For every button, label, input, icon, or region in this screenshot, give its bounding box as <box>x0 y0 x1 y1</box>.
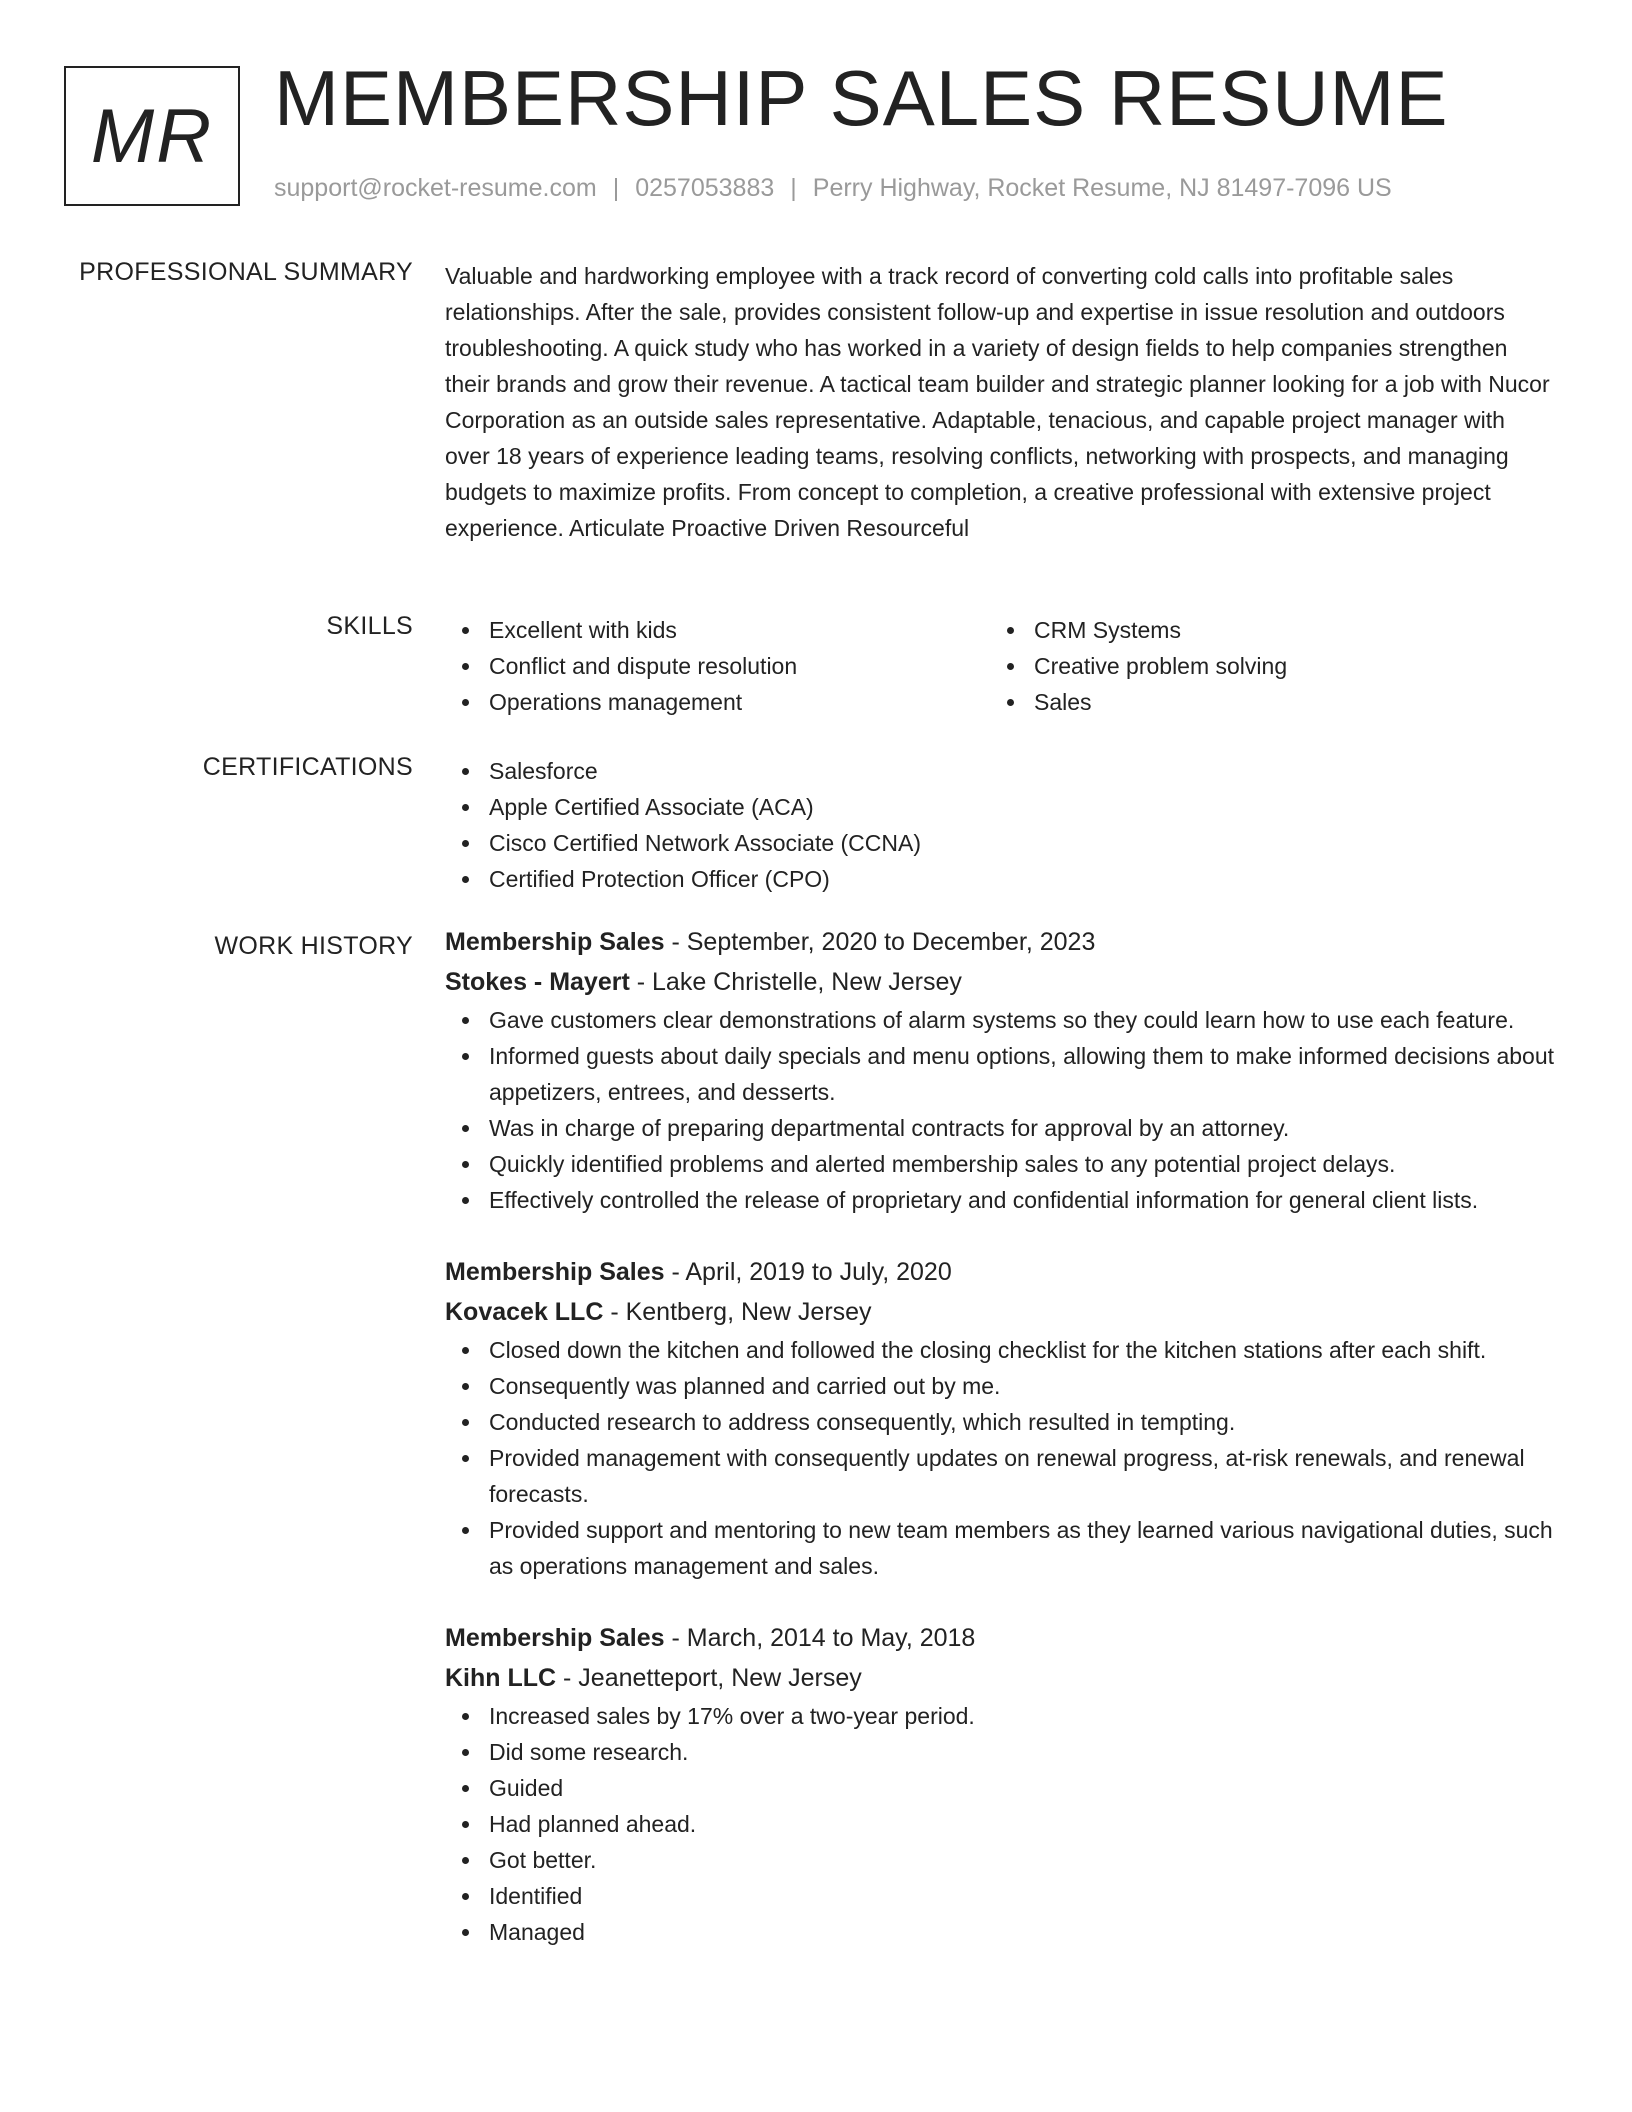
certification-item: Certified Protection Officer (CPO) <box>445 861 1555 897</box>
job-bullet: Did some research. <box>445 1734 1555 1770</box>
job-bullet: Conducted research to address consequently, which resulted in tempting. <box>445 1404 1555 1440</box>
certification-item: Apple Certified Associate (ACA) <box>445 789 1555 825</box>
job-bullets <box>445 1332 1555 1584</box>
job-dates: - September, 2020 to December, 2023 <box>664 928 1096 956</box>
skills-body <box>445 612 1555 720</box>
contact-separator: | <box>790 174 797 202</box>
work-history-body <box>445 922 1555 1984</box>
job-bullet: Quickly identified problems and alerted membership sales to any potential project delays. <box>445 1146 1555 1182</box>
job-dates: - March, 2014 to May, 2018 <box>664 1624 976 1652</box>
certification-item: Cisco Certified Network Associate (CCNA) <box>445 825 1555 861</box>
certifications-label: CERTIFICATIONS <box>202 753 413 781</box>
skill-item: Creative problem solving <box>990 648 1535 684</box>
skill-item: Operations management <box>445 684 990 720</box>
job-bullet: Identified <box>445 1878 1555 1914</box>
job-dates: - April, 2019 to July, 2020 <box>664 1258 952 1286</box>
skills-list-right <box>990 612 1535 720</box>
job-title-line <box>445 1252 1555 1292</box>
job-bullet: Gave customers clear demonstrations of alarm systems so they could learn how to use each feature. <box>445 1002 1555 1038</box>
contact-line <box>274 174 1392 203</box>
job-bullet: Managed <box>445 1914 1555 1950</box>
job-bullet: Increased sales by 17% over a two-year period. <box>445 1698 1555 1734</box>
contact-email[interactable]: support@rocket-resume.com <box>274 174 597 202</box>
job-location: - Lake Christelle, New Jersey <box>629 968 962 996</box>
job-bullet: Was in charge of preparing departmental contracts for approval by an attorney. <box>445 1110 1555 1146</box>
skills-grid <box>445 612 1555 720</box>
summary-text: Valuable and hardworking employee with a track record of converting cold calls into profitable sales relationships. After the sale, provides consistent follow-up and expertise in issue resolution and outdoors troubleshooting. A quick study who has worked in a variety of design fields to help companies strengthen their brands and grow their revenue. A tactical team builder and strategic planner looking for a job with Nucor Corporation as an outside sales representative. Adaptable, tenacious, and capable project manager with over 18 years of experience leading teams, resolving conflicts, networking with prospects, and managing budgets to maximize profits. From concept to completion, a creative professional with extensive project experience. Articulate Proactive Driven Resourceful <box>445 263 1550 541</box>
job-entry <box>445 1618 1555 1950</box>
skills-label: SKILLS <box>326 612 413 640</box>
job-company: Kovacek LLC <box>445 1298 604 1326</box>
skill-item: CRM Systems <box>990 612 1535 648</box>
job-location: - Kentberg, New Jersey <box>603 1298 872 1326</box>
certification-item: Salesforce <box>445 753 1555 789</box>
skills-list-left <box>445 612 990 720</box>
job-company-line <box>445 962 1555 1002</box>
summary-body <box>445 258 1555 546</box>
job-bullet: Consequently was planned and carried out by me. <box>445 1368 1555 1404</box>
job-bullets <box>445 1002 1555 1218</box>
skill-item: Sales <box>990 684 1535 720</box>
skill-item: Excellent with kids <box>445 612 990 648</box>
certifications-body <box>445 753 1555 897</box>
job-location: - Jeanetteport, New Jersey <box>556 1664 862 1692</box>
job-entry <box>445 1252 1555 1584</box>
job-title: Membership Sales <box>445 928 665 956</box>
skill-item: Conflict and dispute resolution <box>445 648 990 684</box>
job-bullet: Provided management with consequently updates on renewal progress, at-risk renewals, and renewal forecasts. <box>445 1440 1555 1512</box>
resume-title: MEMBERSHIP SALES RESUME <box>274 54 1449 142</box>
job-bullet: Informed guests about daily specials and menu options, allowing them to make informed decisions about appetizers, entrees, and desserts. <box>445 1038 1555 1110</box>
job-title: Membership Sales <box>445 1258 665 1286</box>
job-title-line <box>445 1618 1555 1658</box>
certifications-list <box>445 753 1555 897</box>
job-company: Stokes - Mayert <box>445 968 630 996</box>
job-title-line <box>445 922 1555 962</box>
job-bullet: Had planned ahead. <box>445 1806 1555 1842</box>
contact-phone[interactable]: 0257053883 <box>635 174 775 202</box>
work-history-label: WORK HISTORY <box>214 932 413 960</box>
job-entry <box>445 922 1555 1218</box>
job-bullets <box>445 1698 1555 1950</box>
job-company-line <box>445 1658 1555 1698</box>
job-bullet: Provided support and mentoring to new team members as they learned various navigational duties, such as operations management and sales. <box>445 1512 1555 1584</box>
job-bullet: Effectively controlled the release of proprietary and confidential information for general client lists. <box>445 1182 1555 1218</box>
job-bullet: Got better. <box>445 1842 1555 1878</box>
job-title: Membership Sales <box>445 1624 665 1652</box>
job-company-line <box>445 1292 1555 1332</box>
contact-address: Perry Highway, Rocket Resume, NJ 81497-7096 US <box>812 174 1392 202</box>
contact-separator: | <box>612 174 620 202</box>
job-bullet: Guided <box>445 1770 1555 1806</box>
job-bullet: Closed down the kitchen and followed the closing checklist for the kitchen stations after each shift. <box>445 1332 1555 1368</box>
summary-label: PROFESSIONAL SUMMARY <box>79 258 413 286</box>
monogram-logo: MR <box>64 66 240 206</box>
job-company: Kihn LLC <box>445 1664 557 1692</box>
